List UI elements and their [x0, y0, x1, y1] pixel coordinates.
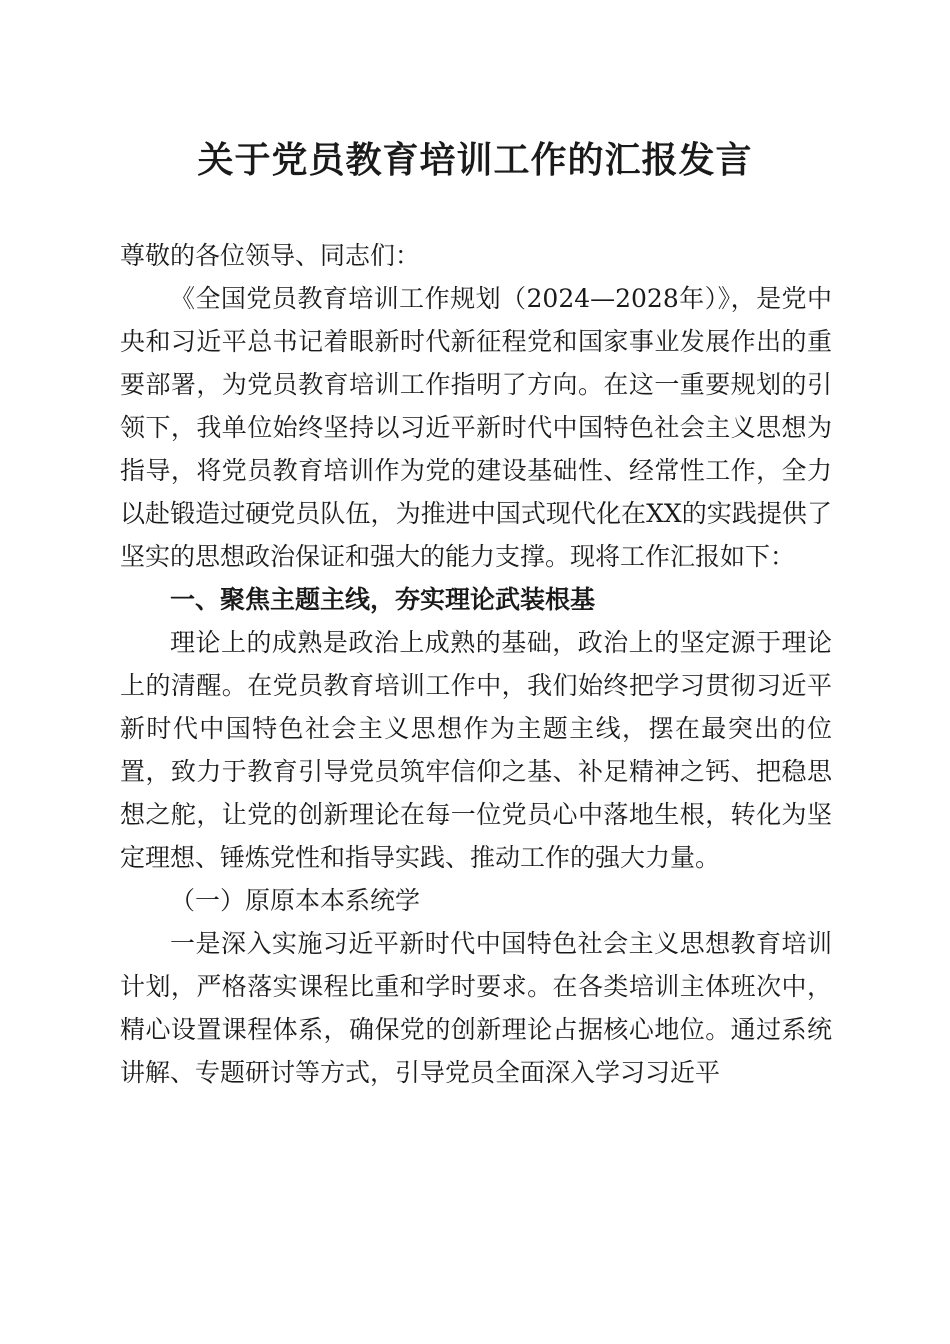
- section-heading-1: 一、聚焦主题主线，夯实理论武装根基: [170, 585, 596, 614]
- document-body: [120, 234, 832, 1094]
- section-1-paragraph: 理论上的成熟是政治上成熟的基础，政治上的坚定源于理论上的清醒。在党员教育培训工作中，我们始终把学习贯彻习近平新时代中国特色社会主义思想作为主题主线，摆在最突出的位置，致力于教育引导党员筑牢信仰之基、补足精神之钙、把稳思想之舵，让党的创新理论在每一位党员心中落地生根，转化为坚定理想、锤炼党性和指导实践、推动工作的强大力量。: [120, 628, 832, 872]
- subsection-1-paragraph: 一是深入实施习近平新时代中国特色社会主义思想教育培训计划，严格落实课程比重和学时要求。在各类培训主体班次中，精心设置课程体系，确保党的创新理论占据核心地位。通过系统讲解、专题研讨等方式，引导党员全面深入学习习近平: [120, 929, 832, 1087]
- salutation: 尊敬的各位领导、同志们：: [120, 241, 421, 270]
- document-title: 关于党员教育培训工作的汇报发言: [197, 139, 753, 181]
- intro-paragraph: 《全国党员教育培训工作规划（2024—2028年）》，是党中央和习近平总书记着眼新时代新征程党和国家事业发展作出的重要部署，为党员教育培训工作指明了方向。在这一重要规划的引领下，我单位始终坚持以习近平新时代中国特色社会主义思想为指导，将党员教育培训作为党的建设基础性、经常性工作，全力以赴锻造过硬党员队伍，为推进中国式现代化在XX的实践提供了坚实的思想政治保证和强大的能力支撑。现将工作汇报如下：: [120, 284, 832, 571]
- subsection-heading-1: （一）原原本本系统学: [170, 886, 421, 915]
